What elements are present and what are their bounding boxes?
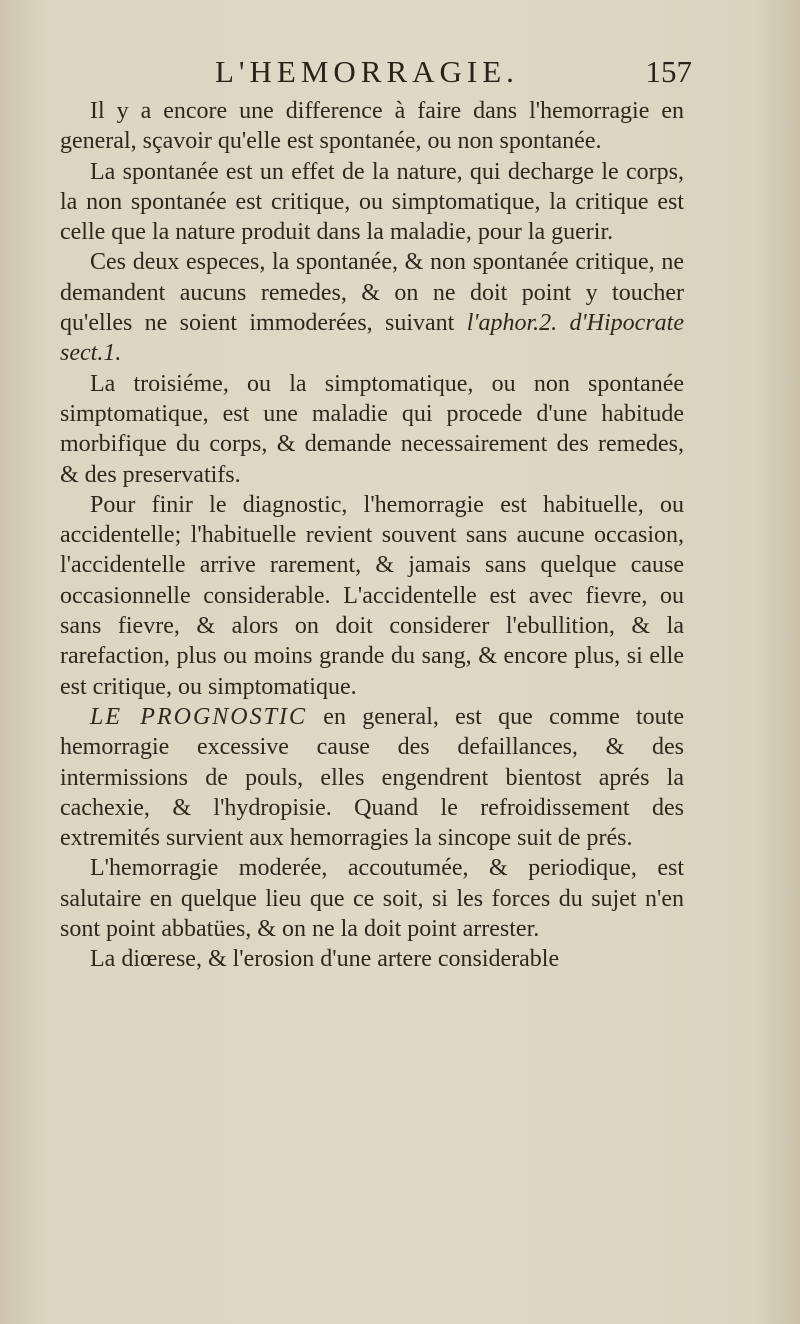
- paragraph-6: [60, 702, 684, 853]
- page-header: [60, 52, 692, 94]
- paragraph-6-text: en general, est que comme toute hemorragie excessive cause des defaillances, & des intermissions de pouls, elles engendrent bientost aprés la cachexie, & l'hydropisie. Quand le refroidissement des extremités survient aux hemorragies la sincope suit de prés.: [60, 703, 685, 852]
- paragraph-2: La spontanée est un effet de la nature, qui decharge le corps, la non spontanée est critique, ou simptomatique, la critique est celle que la nature produit dans la maladie, pour la guerir.: [60, 158, 684, 246]
- prognostic-heading: LE PROGNOSTIC: [90, 703, 307, 730]
- citation: l'aphor.2. d'Hipocrate sect.1.: [60, 310, 684, 367]
- paragraph-7: L'hemorragie moderée, accoutumée, & periodique, est salutaire en quelque lieu que ce soit, si les forces du sujet n'en sont point abbatües, & on ne la doit point arrester.: [60, 855, 684, 943]
- paragraph-1: Il y a encore une difference à faire dans l'hemorragie en general, sçavoir qu'elle est spontanée, ou non spontanée.: [60, 98, 684, 155]
- body-text: [60, 96, 684, 975]
- paragraph-5: Pour finir le diagnostic, l'hemorragie est habituelle, ou accidentelle; l'habituelle revient souvent sans aucune occasion, l'accidentelle arrive rarement, & jamais sans quelque cause occasionnelle considerable. L'accidentelle est avec fievre, ou sans fievre, & alors on doit considerer l'ebullition, & la rarefaction, plus ou moins grande du sang, & encore plus, si elle est critique, ou simptomatique.: [60, 491, 684, 700]
- paragraph-4: La troisiéme, ou la simptomatique, ou non spontanée simptomatique, est une maladie qui procede d'une habitude morbifique du corps, & demande necessairement des remedes, & des preservatifs.: [60, 370, 684, 488]
- paragraph-3: [60, 247, 684, 368]
- page-number: 157: [645, 54, 692, 89]
- paragraph-3-text: Ces deux especes, la spontanée, & non spontanée critique, ne demandent aucuns remedes, & on ne doit point y toucher qu'elles ne soient immoderées, suivant: [60, 249, 684, 337]
- running-title: L'HEMORRAGIE.: [215, 54, 519, 89]
- paragraph-8: La diœrese, & l'erosion d'une artere considerable: [90, 946, 560, 973]
